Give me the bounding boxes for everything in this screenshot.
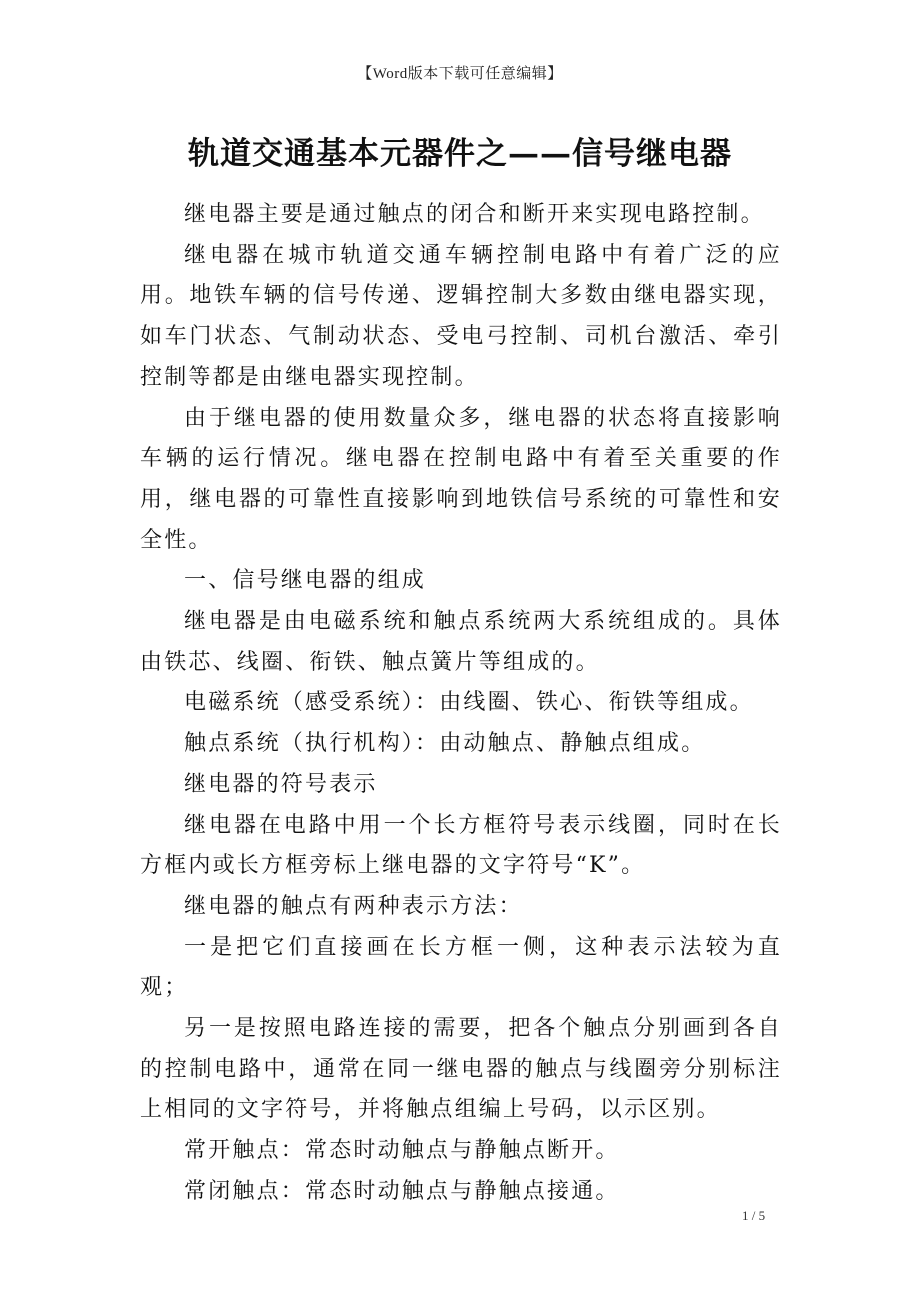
paragraph: 电磁系统（感受系统）：由线圈、铁心、衔铁等组成。 (184, 690, 754, 716)
paragraph: 继电器是由电磁系统和触点系统两大系统组成的。具体由铁芯、线圈、衔铁、触点簧片等组成的。 (140, 609, 782, 675)
page-number: 1 / 5 (742, 1208, 766, 1223)
paragraph: 由于继电器的使用数量众多，继电器的状态将直接影响车辆的运行情况。继电器在控制电路中有着至关重要的作用，继电器的可靠性直接影响到地铁信号系统的可靠性和安全性。 (140, 405, 782, 553)
paragraph: 触点系统（执行机构）：由动触点、静触点组成。 (184, 731, 706, 757)
section-heading: 一、信号继电器的组成 (184, 568, 427, 594)
document-title: 轨道交通基本元器件之——信号继电器 (188, 136, 732, 172)
paragraph: 继电器在城市轨道交通车辆控制电路中有着广泛的应用。地铁车辆的信号传递、逻辑控制大多数由继电器实现，如车门状态、气制动状态、受电弓控制、司机台激活、牵引控制等都是由继电器实现控制。 (140, 242, 782, 390)
paragraph: 常开触点：常态时动触点与静触点断开。 (184, 1138, 620, 1164)
document-body (140, 195, 782, 1213)
paragraph: 另一是按照电路连接的需要，把各个触点分别画到各自的控制电路中，通常在同一继电器的触点与线圈旁分别标注上相同的文字符号，并将触点组编上号码，以示区别。 (140, 1016, 782, 1123)
subheading: 继电器的符号表示 (184, 771, 378, 797)
download-header: 【Word版本下载可任意编辑】 (357, 66, 563, 82)
paragraph: 继电器主要是通过触点的闭合和断开来实现电路控制。 (184, 202, 765, 227)
paragraph: 继电器的触点有两种表示方法： (184, 893, 523, 919)
paragraph: 常闭触点：常态时动触点与静触点接通。 (184, 1178, 620, 1204)
paragraph: 继电器在电路中用一个长方框符号表示线圈，同时在长方框内或长方框旁标上继电器的文字符号“K”。 (140, 812, 782, 879)
paragraph: 一是把它们直接画在长方框一侧，这种表示法较为直观； (140, 934, 782, 1001)
